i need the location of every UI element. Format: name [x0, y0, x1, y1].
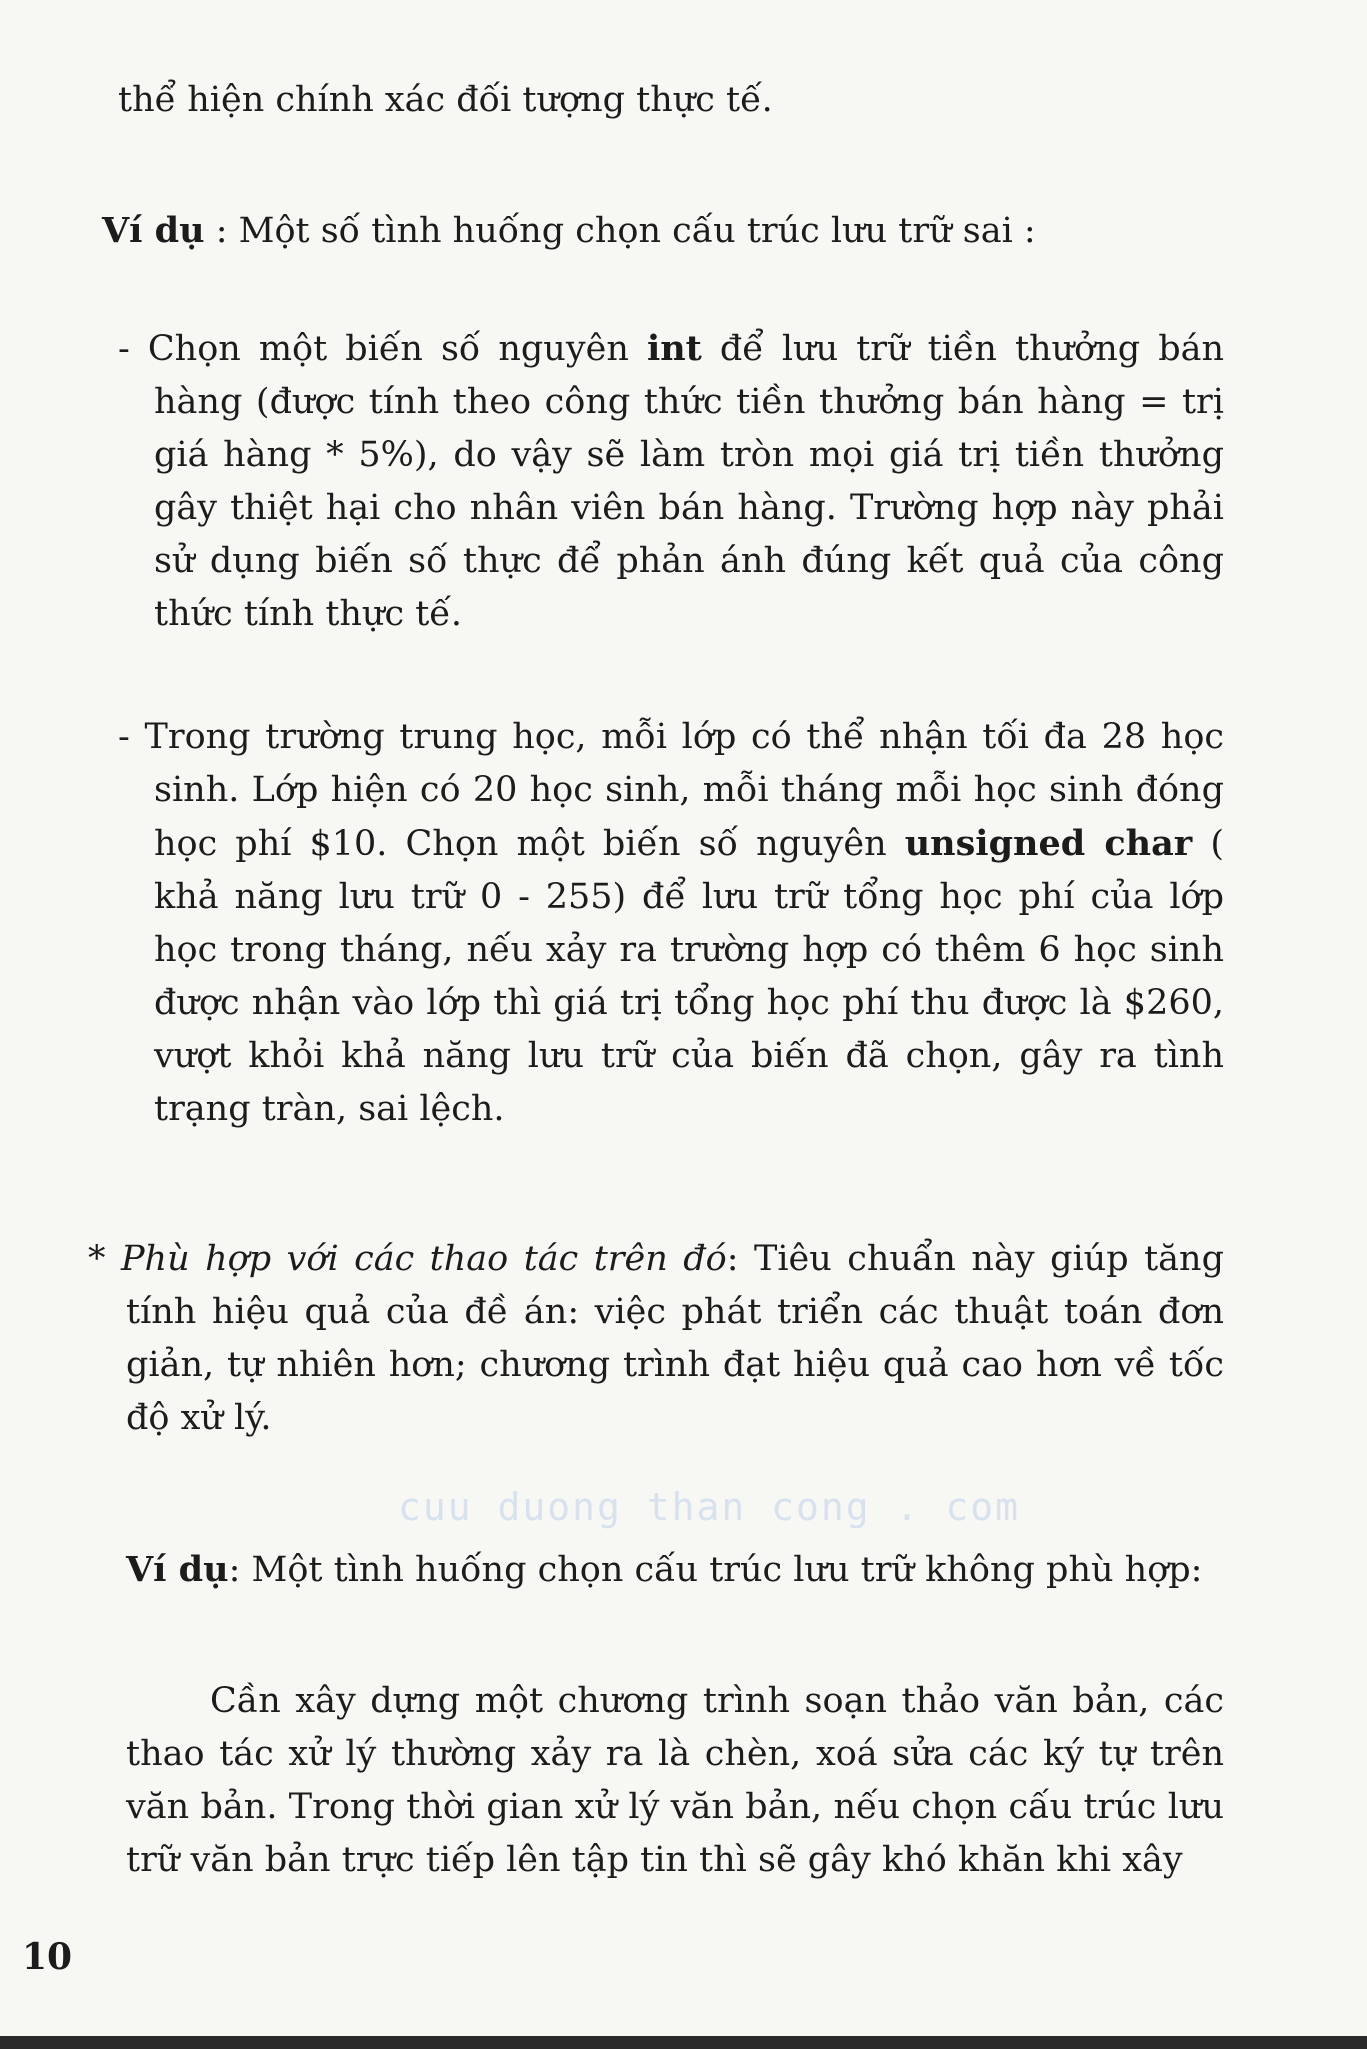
watermark: cuu duong than cong . com [398, 1485, 1020, 1529]
example-2-heading [126, 1543, 1226, 1597]
page-number: 10 [22, 1936, 73, 1978]
example-2-label: Ví dụ [126, 1549, 229, 1590]
criterion-text: : Tiêu chuẩn này giúp tăng tính hiệu quả của đề án: việc phát triển các thuật toán đơn giản, tự nhiên hơn; chương trình đạt hiệu quả cao hơn về tốc độ xử lý. [126, 1239, 1224, 1438]
criterion-paragraph [88, 1233, 1224, 1445]
scan-bottom-edge [0, 2036, 1367, 2049]
bullet-1-before: - Chọn một biến số nguyên [118, 329, 647, 369]
keyword-unsigned-char: unsigned char [904, 823, 1193, 864]
text-editor-paragraph: Cần xây dựng một chương trình soạn thảo văn bản, các thao tác xử lý thường xảy ra là chèn, xoá sửa các ký tự trên văn bản. Trong thời gian xử lý văn bản, nếu chọn cấu trúc lưu trữ văn bản trực tiếp lên tập tin thì sẽ gây khó khăn khi xây [126, 1681, 1224, 1880]
keyword-int: int [646, 328, 702, 369]
criterion-title: * Phù hợp với các thao tác trên đó [88, 1239, 727, 1279]
bullet-unsigned-char-example [118, 711, 1224, 1136]
example-1-heading [102, 204, 1222, 258]
example-1-label: Ví dụ [102, 210, 205, 251]
bullet-2-after: ( khả năng lưu trữ 0 - 255) để lưu trữ tổng học phí của lớp học trong tháng, nếu xảy ra trường hợp có thêm 6 học sinh được nhận vào lớp thì giá trị tổng học phí thu được là $260, vượt khỏi khả năng lưu trữ của biến đã chọn, gây ra tình trạng tràn, sai lệch. [154, 824, 1224, 1129]
example-2-text: : Một tình huống chọn cấu trúc lưu trữ không phù hợp: [228, 1550, 1203, 1590]
bullet-1-after: để lưu trữ tiền thưởng bán hàng (được tính theo công thức tiền thưởng bán hàng = trị giá hàng * 5%), do vậy sẽ làm tròn mọi giá trị tiền thưởng gây thiệt hại cho nhân viên bán hàng. Trường hợp này phải sử dụng biến số thực để phản ánh đúng kết quả của công thức tính thực tế. [154, 329, 1225, 634]
bullet-int-example [118, 322, 1224, 641]
example-1-text: : Một số tình huống chọn cấu trúc lưu trữ sai : [204, 211, 1036, 251]
bullet-2-before: - Trong trường trung học, mỗi lớp có thể nhận tối đa 28 học sinh. Lớp hiện có 20 học sinh, mỗi tháng mỗi học sinh đóng học phí $10. Chọn một biến số nguyên [118, 717, 1224, 864]
intro-line: thể hiện chính xác đối tượng thực tế. [118, 80, 773, 120]
